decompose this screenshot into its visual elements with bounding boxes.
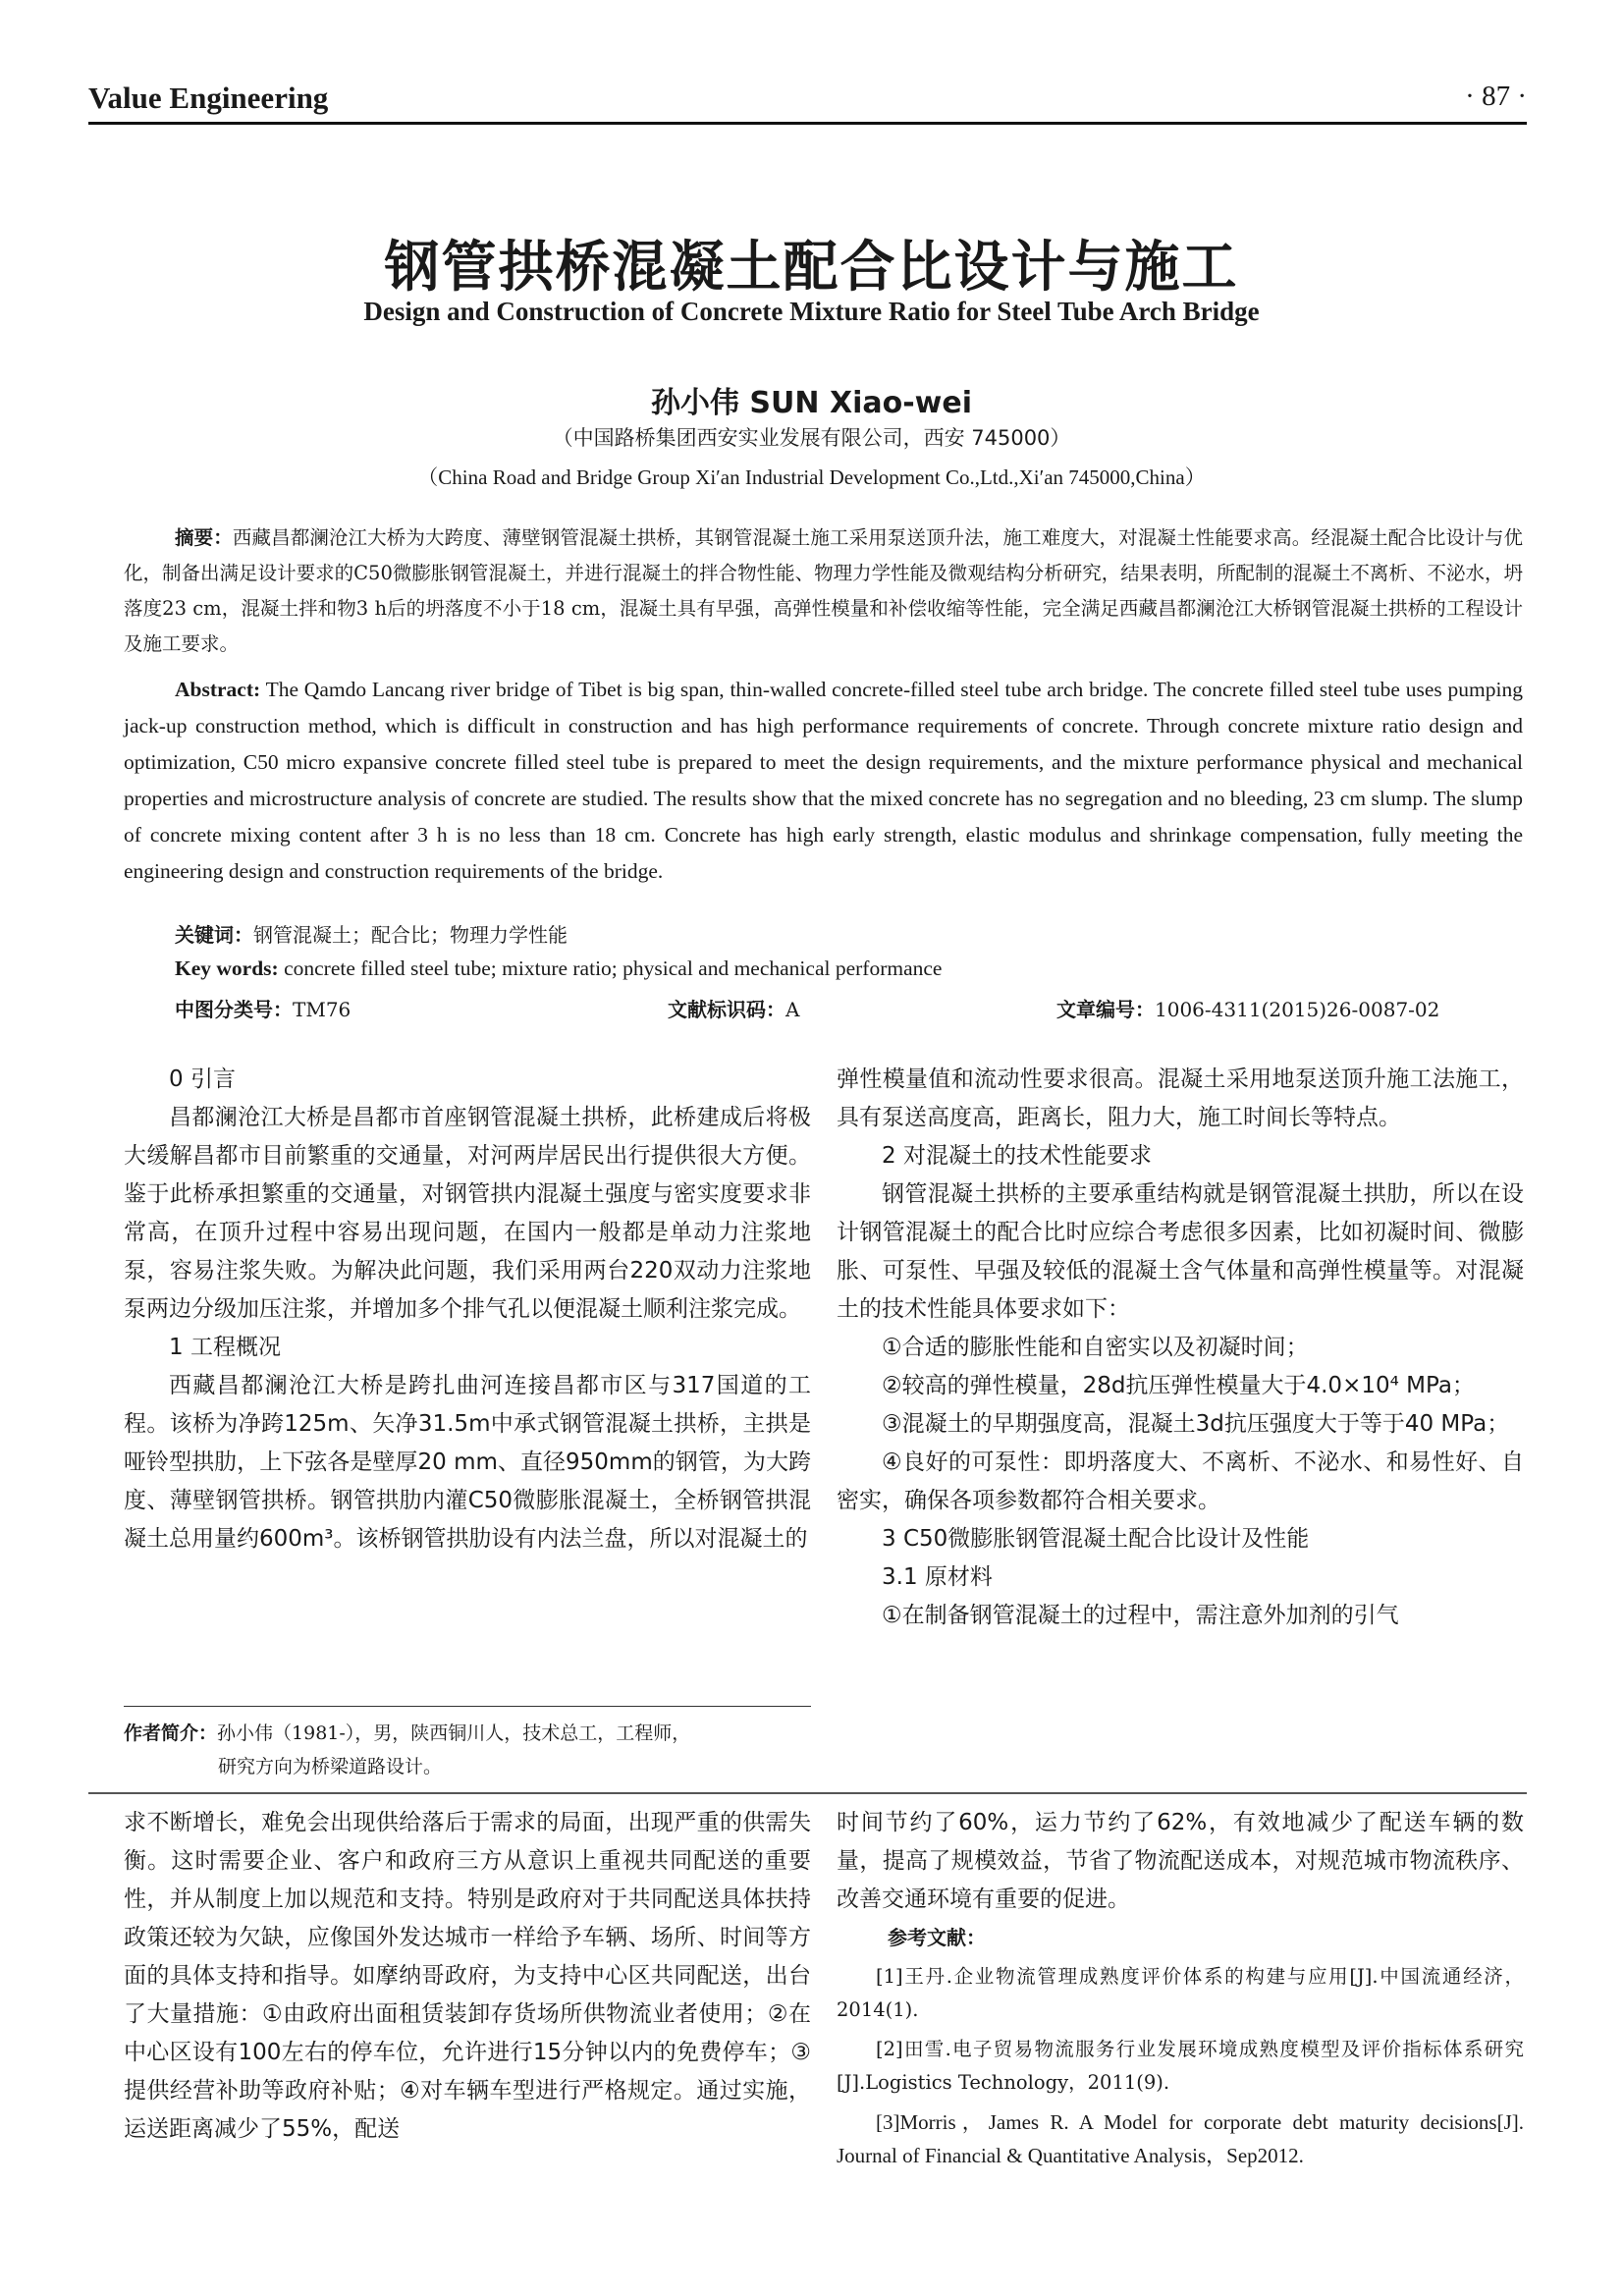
paragraph-introduction: 昌都澜沧江大桥是昌都市首座钢管混凝土拱桥，此桥建成后将极大缓解昌都市目前繁重的交通量，对河两岸居民出行提供很大方便。鉴于此桥承担繁重的交通量，对钢管拱内混凝土强度与密实度要求非常高，在顶升过程中容易出现问题，在国内一般都是单动力注浆地泵，容易注浆失败。为解决此问题，我们采用两台220双动力注浆地泵两边分级加压注浆，并增加多个排气孔以便混凝土顺利注浆完成。 (124, 1105, 811, 1322)
previous-article-column-right (837, 1804, 1524, 2178)
article-number: 文章编号：1006-4311(2015)26-0087-02 (1056, 998, 1440, 1021)
abstract-en-text: The Qamdo Lancang river bridge of Tibet is big span, thin-walled concrete-filled steel tube arch bridge. The concrete filled steel tube uses pumping jack-up construction method, which is difficult in construction and has high performance requirements of concrete. Through concrete mixture ratio design and optimization, C50 micro expansive concrete filled steel tube is prepared to meet the design requirements, and the mixture performance physical and mechanical properties and microstructure analysis of concrete are studied. The results show that the mixed concrete has no segregation and no bleeding, 23 cm slump. The slump of concrete mixing content after 3 h is no less than 18 cm. Concrete has high early strength, elastic modulus and shrinkage compensation, fully meeting the engineering design and construction requirements of the bridge. (124, 678, 1523, 883)
footnote-rule (124, 1706, 811, 1707)
keywords-zh (175, 919, 568, 948)
keywords-zh-text: 钢管混凝土；配合比；物理力学性能 (253, 923, 568, 947)
clc-number: 中图分类号：TM76 (175, 998, 352, 1021)
section-heading-2: 2 对混凝土的技术性能要求 (882, 1143, 1152, 1169)
abstract-en (124, 672, 1523, 890)
paragraph-requirements: 钢管混凝土拱桥的主要承重结构就是钢管混凝土拱肋，所以在设计钢管混凝土的配合比时应综合考虑很多因素，比如初凝时间、微膨胀、可泵性、早强及较低的混凝土含气体量和高弹性模量等。对混凝土的技术性能具体要求如下： (837, 1181, 1524, 1322)
requirement-item-1: ①合适的膨胀性能和自密实以及初凝时间； (882, 1335, 1309, 1360)
requirement-item-2: ②较高的弹性模量，28d抗压弹性模量大于4.0×10⁴ MPa； (882, 1373, 1475, 1398)
footnote-line-1: 孙小伟（1981-），男，陕西铜川人，技术总工，工程师， (217, 1722, 691, 1744)
journal-name: Value Engineering (88, 81, 329, 115)
affiliation-zh: （中国路桥集团西安实业发展有限公司，西安 745000） (552, 426, 1071, 450)
references-heading: 参考文献： (888, 1926, 986, 1949)
affiliation-en: （China Road and Bridge Group Xi′an Industrial Development Co.,Ltd.,Xi′an 745000,China） (417, 465, 1206, 489)
keywords-en-label: Key words: (175, 957, 279, 980)
document-code: 文献标识码：A (668, 998, 800, 1021)
body-column-left (124, 1061, 811, 1558)
article-title-en: Design and Construction of Concrete Mixture Ratio for Steel Tube Arch Bridge (363, 297, 1260, 326)
reference-item-3: [3]Morris，James R. A Model for corporate debt maturity decisions[J]. Journal of Financial & Quantitative Analysis，Sep2012. (837, 2110, 1524, 2167)
paragraph-continued: 弹性模量值和流动性要求很高。混凝土采用地泵送顶升施工法施工，具有泵送高度高，距离长，阻力大，施工时间长等特点。 (837, 1066, 1524, 1130)
footnote-label: 作者简介： (124, 1722, 218, 1744)
reference-item-2: [2]田雪.电子贸易物流服务行业发展环境成熟度模型及评价指标体系研究[J].Logistics Technology，2011(9). (837, 2038, 1524, 2094)
requirement-item-4: ④良好的可泵性：即坍落度大、不离析、不泌水、和易性好、自密实，确保各项参数都符合相关要求。 (837, 1449, 1524, 1513)
article-title-zh: 钢管拱桥混凝土配合比设计与施工 (384, 236, 1239, 300)
reference-item-1: [1]王丹.企业物流管理成熟度评价体系的构建与应用[J].中国流通经济，2014(1). (837, 1965, 1524, 2021)
abstract-zh-label: 摘要： (175, 526, 233, 549)
author-footnote (124, 1717, 811, 1783)
article-separator (88, 1792, 1527, 1794)
section-heading-3: 3 C50微膨胀钢管混凝土配合比设计及性能 (882, 1526, 1310, 1552)
page-number: · 87 · (1465, 81, 1527, 112)
classification-row (175, 994, 1490, 1023)
paragraph-raw-materials: ①在制备钢管混凝土的过程中，需注意外加剂的引气 (882, 1603, 1399, 1628)
abstract-zh (124, 520, 1523, 662)
keywords-en-text: concrete filled steel tube; mixture ratio; physical and mechanical performance (278, 957, 943, 980)
running-header (88, 77, 1527, 125)
body-column-right (837, 1061, 1524, 1635)
subsection-heading-3-1: 3.1 原材料 (882, 1564, 993, 1590)
previous-article-text-left: 求不断增长，难免会出现供给落后于需求的局面，出现严重的供需失衡。这时需要企业、客户和政府三方从意识上重视共同配送的重要性，并从制度上加以规范和支持。特别是政府对于共同配送具体扶持政策还较为欠缺，应像国外发达城市一样给予车辆、场所、时间等方面的具体支持和指导。如摩纳哥政府，为支持中心区共同配送，出台了大量措施：①由政府出面租赁装卸存货场所供物流业者使用；②在中心区设有100左右的停车位，允许进行15分钟以内的免费停车；③提供经营补助等政府补贴；④对车辆车型进行严格规定。通过实施，运送距离减少了55%，配送 (124, 1810, 811, 2142)
abstract-en-label: Abstract: (175, 678, 261, 701)
keywords-en (175, 957, 942, 981)
section-heading-1: 1 工程概况 (169, 1335, 281, 1360)
requirement-item-3: ③混凝土的早期强度高，混凝土3d抗压强度大于等于40 MPa； (882, 1411, 1510, 1437)
section-heading-0: 0 引言 (169, 1066, 236, 1092)
previous-article-column-left (124, 1804, 811, 2149)
author-name: 孙小伟 SUN Xiao-wei (650, 386, 973, 420)
previous-article-text-right: 时间节约了60%，运力节约了62%，有效地减少了配送车辆的数量，提高了规模效益，节省了物流配送成本，对规范城市物流秩序、改善交通环境有重要的促进。 (837, 1810, 1524, 1912)
footnote-line-2: 研究方向为桥梁道路设计。 (218, 1756, 443, 1777)
abstract-zh-text: 西藏昌都澜沧江大桥为大跨度、薄壁钢管混凝土拱桥，其钢管混凝土施工采用泵送顶升法，施工难度大，对混凝土性能要求高。经混凝土配合比设计与优化，制备出满足设计要求的C50微膨胀钢管混凝土，并进行混凝土的拌合物性能、物理力学性能及微观结构分析研究，结果表明，所配制的混凝土不离析、不泌水，坍落度23 cm，混凝土拌和物3 h后的坍落度不小于18 cm，混凝土具有早强，高弹性模量和补偿收缩等性能，完全满足西藏昌都澜沧江大桥钢管混凝土拱桥的工程设计及施工要求。 (124, 526, 1523, 655)
keywords-zh-label: 关键词： (175, 923, 253, 947)
paragraph-project-overview: 西藏昌都澜沧江大桥是跨扎曲河连接昌都市区与317国道的工程。该桥为净跨125m、矢净31.5m中承式钢管混凝土拱桥，主拱是哑铃型拱肋，上下弦各是壁厚20 mm、直径950mm的钢管，为大跨度、薄壁钢管拱桥。钢管拱肋内灌C50微膨胀混凝土，全桥钢管拱混凝土总用量约600m³。该桥钢管拱肋设有内法兰盘，所以对混凝土的 (124, 1373, 811, 1552)
